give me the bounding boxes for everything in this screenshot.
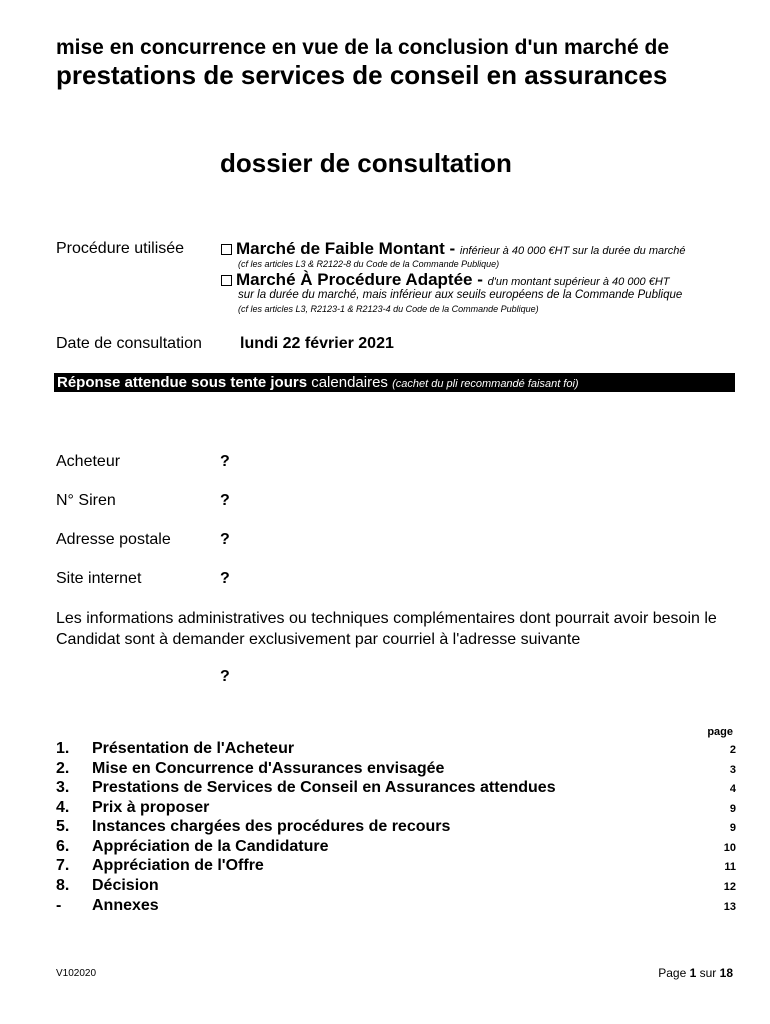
footer-page-current: 1 [689,966,697,980]
option2-title: Marché À Procédure Adaptée - [236,270,483,289]
toc-item-title: Mise en Concurrence d'Assurances envisagée [92,760,445,777]
banner-note: (cachet du pli recommandé faisant foi) [392,378,579,390]
toc-item-number: 1. [56,740,70,757]
siren-label: N° Siren [56,492,116,509]
toc-item-title: Appréciation de l'Offre [92,857,264,874]
buyer-value: ? [220,453,230,470]
option1-ref: (cf les articles L3 & R2122-8 du Code de la Commande Publique) [238,259,500,269]
footer-page-number [658,966,733,980]
toc-item-title: Prix à proposer [92,799,210,816]
option2-desc: d'un montant supérieur à 40 000 €HT [487,276,670,288]
toc-item [56,818,736,838]
toc-item-page: 2 [729,744,736,756]
checkbox-icon [221,244,232,255]
toc-item [56,799,736,819]
postal-address-value: ? [220,531,230,548]
footer-page-total: 18 [719,966,733,980]
website-label: Site internet [56,570,142,587]
buyer-label: Acheteur [56,453,121,470]
toc-item [56,779,736,799]
footer-page-prefix: Page [658,966,687,980]
postal-address-label: Adresse postale [56,531,171,548]
toc-item-title: Prestations de Services de Conseil en Assurances attendues [92,779,556,796]
toc-item [56,857,736,877]
siren-value: ? [220,492,230,509]
toc-item-page: 9 [729,822,736,834]
toc-item-page: 10 [723,842,736,854]
consultation-date-label: Date de consultation [56,335,202,352]
info-paragraph: Les informations administratives ou techniques complémentaires dont pourrait avoir besoin le Candidat sont à demander exclusivement par courriel à l'adresse suivante [56,610,717,648]
website-value: ? [220,570,230,587]
toc-item-number: 8. [56,877,70,894]
toc-item-page: 12 [723,881,736,893]
toc-item [56,897,736,917]
procedure-option-faible-montant [221,239,686,259]
toc-item [56,760,736,780]
toc-item-number: - [56,897,62,914]
consultation-date-value: lundi 22 février 2021 [240,335,394,352]
toc-page-header: page [707,726,733,738]
option2-ref: (cf les articles L3, R2123-1 & R2123-4 du Code de la Commande Publique) [238,304,539,314]
header-line-1: mise en concurrence en vue de la conclusion d'un marché de [56,36,670,59]
toc-item-number: 6. [56,838,70,855]
toc-item-page: 3 [729,764,736,776]
option2-desc-2: sur la durée du marché, mais inférieur aux seuils européens de la Commande Publique [238,289,683,301]
procedure-option-mapa [221,270,670,290]
toc-item-number: 5. [56,818,70,835]
option1-title: Marché de Faible Montant - [236,239,456,258]
toc-item-page: 13 [723,901,736,913]
toc-item-number: 7. [56,857,70,874]
toc-item-page: 4 [729,783,736,795]
toc-item [56,877,736,897]
toc-item-number: 2. [56,760,70,777]
toc-item-number: 4. [56,799,70,816]
toc-item [56,740,736,760]
toc-item-number: 3. [56,779,70,796]
banner-normal-text: calendaires [311,374,388,391]
toc-item-title: Annexes [92,897,159,914]
checkbox-icon [221,275,232,286]
toc-item [56,838,736,858]
document-title: dossier de consultation [220,148,512,178]
toc-item-title: Décision [92,877,159,894]
option1-desc: inférieur à 40 000 €HT sur la durée du marché [459,245,686,257]
response-deadline-banner [54,373,735,392]
header-line-2: prestations de services de conseil en assurances [56,60,668,90]
toc-item-page: 11 [724,861,736,873]
toc-item-title: Instances chargées des procédures de recours [92,818,451,835]
banner-bold-text: Réponse attendue sous tente jours [57,374,308,391]
footer-version: V102020 [56,968,97,979]
toc-item-title: Appréciation de la Candidature [92,838,329,855]
footer-page-sep: sur [699,966,717,980]
procedure-label: Procédure utilisée [56,240,185,257]
toc-item-page: 9 [729,803,736,815]
toc-item-title: Présentation de l'Acheteur [92,740,295,757]
contact-email-value: ? [220,668,230,685]
